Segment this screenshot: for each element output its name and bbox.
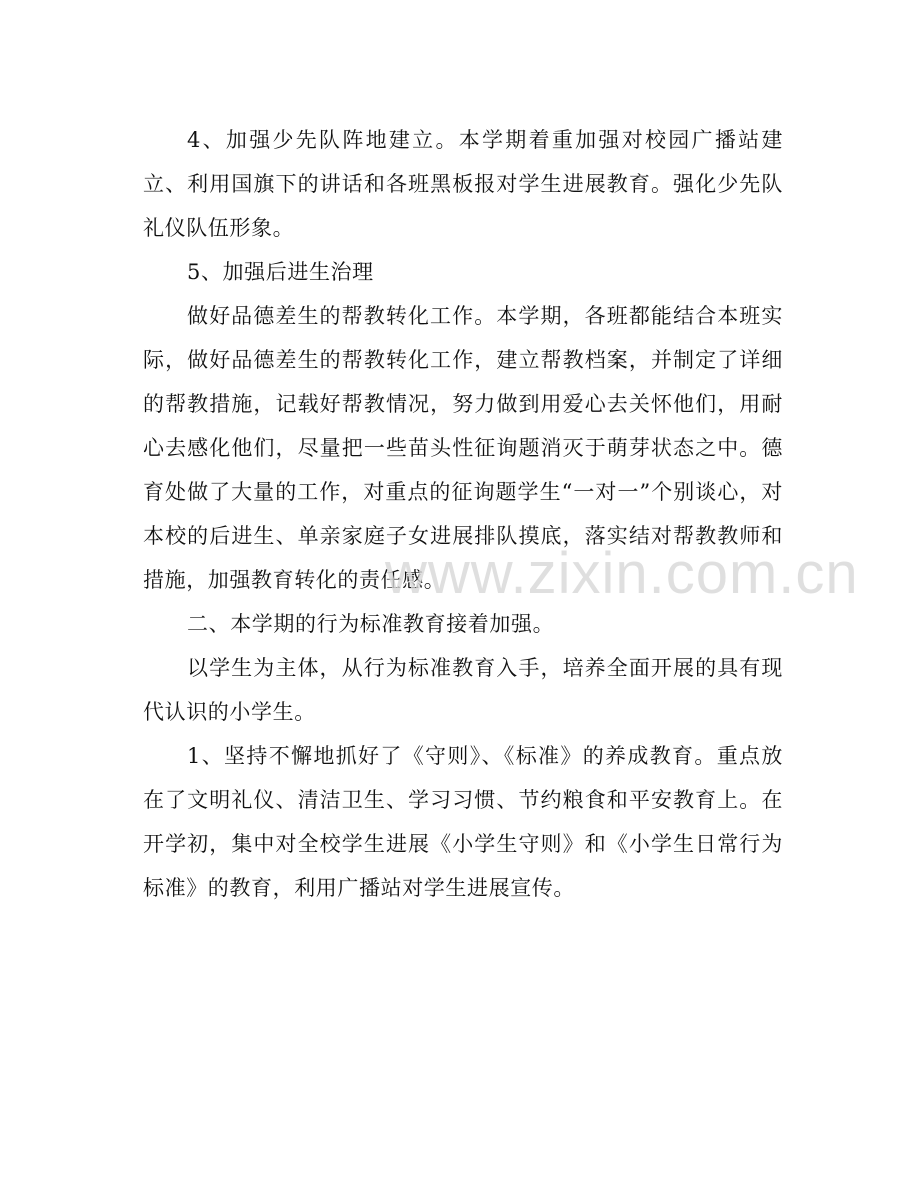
paragraph-5-heading: 5、加强后进生治理	[187, 260, 374, 284]
paragraph-4-youth-league: 4、加强少先队阵地建立。本学期着重加强对校园广播站建立、利用国旗下的讲话和各班黑板报对学生进展教育。强化少先队礼仪队伍形象。	[143, 128, 783, 240]
paragraph-1-rules-education: 1、坚持不懈地抓好了《守则》、《标准》的养成教育。重点放在了文明礼仪、清洁卫生、学习习惯、节约粮食和平安教育上。在开学初，集中对全校学生进展《小学生守则》和《小学生日常行为标准》的教育，利用广播站对学生进展宣传。	[143, 744, 783, 900]
watermark: www.zixin.com.cn	[385, 541, 859, 606]
paragraph-student-centered: 以学生为主体，从行为标准教育入手，培养全面开展的具有现代认识的小学生。	[143, 656, 783, 724]
paragraph-student-transformation: 做好品德差生的帮教转化工作。本学期，各班都能结合本班实际，做好品德差生的帮教转化工作，建立帮教档案，并制定了详细的帮教措施，记载好帮教情况，努力做到用爱心去关怀他们，用耐心去感化他们，尽量把一些苗头性征询题消灭于萌芽状态之中。德育处做了大量的工作，对重点的征询题学生“一对一”个别谈心，对本校的后进生、单亲家庭子女进展排队摸底，落实结对帮教教师和措施，加强教育转化的责任感。	[143, 304, 784, 592]
section-heading-behavior-standards: 二、本学期的行为标准教育接着加强。	[187, 612, 555, 636]
document-body	[143, 118, 783, 910]
